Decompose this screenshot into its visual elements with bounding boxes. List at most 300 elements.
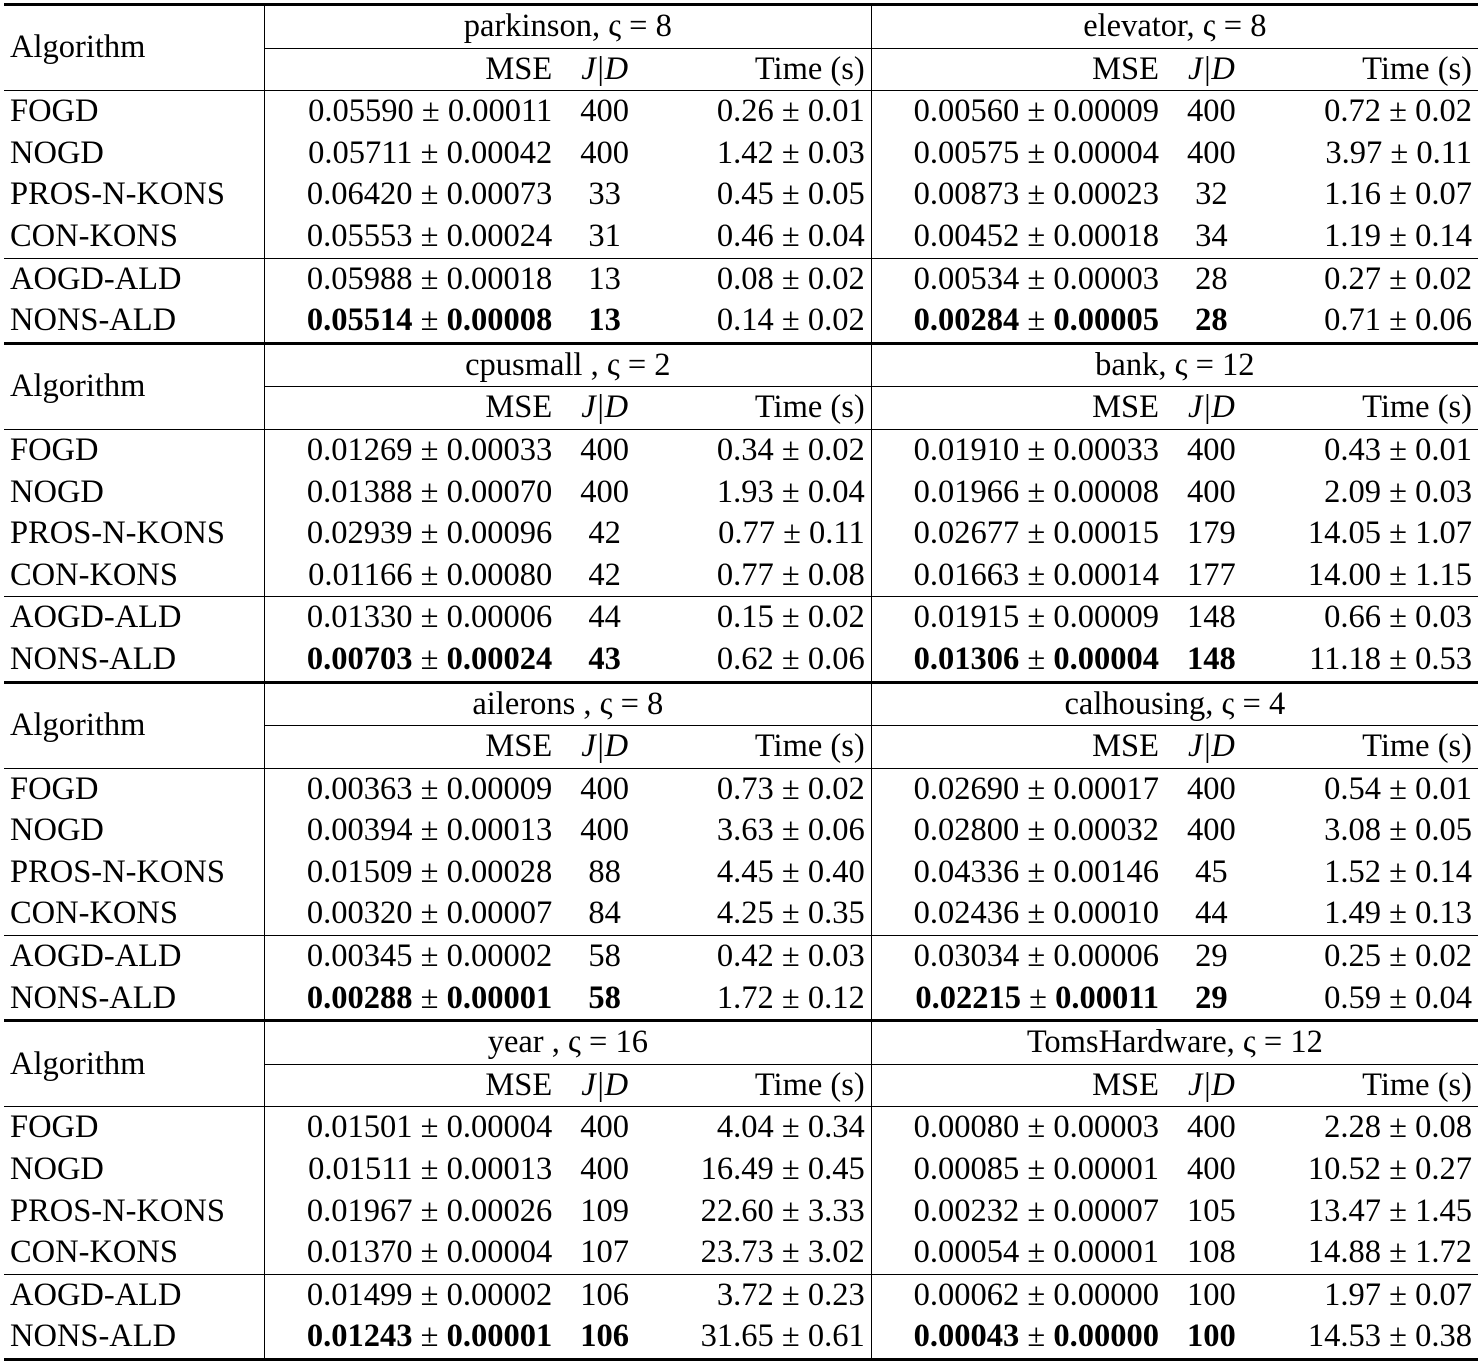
dictionary-size-value: 106 — [580, 1318, 630, 1355]
plus-minus-symbol: ± — [1019, 93, 1054, 130]
plus-minus-symbol: ± — [412, 1276, 447, 1313]
algorithm-name: NONS-ALD — [4, 1316, 264, 1359]
mse-error: 0.00023 — [1053, 176, 1159, 213]
dictionary-size-cell: 400 — [1187, 812, 1236, 849]
time-cell: 0.27 ± 0.02 — [1258, 258, 1478, 300]
dictionary-size-cell: 31 — [588, 217, 621, 254]
mse-error: 0.00000 — [1053, 1318, 1159, 1355]
mse-header: MSE — [264, 387, 558, 430]
algorithm-header: Algorithm — [4, 5, 264, 91]
dictionary-size-cell: 179 — [1187, 515, 1236, 552]
dataset-title-right: bank, ς = 12 — [871, 343, 1478, 387]
dictionary-size-cell: 400 — [1187, 134, 1236, 171]
dataset-title-left: ailerons , ς = 8 — [264, 682, 871, 726]
mse-cell — [871, 1274, 1165, 1316]
mse-error: 0.00004 — [1053, 134, 1159, 171]
mse-error: 0.00004 — [1053, 640, 1159, 677]
mse-value: 0.00363 — [306, 770, 413, 807]
time-cell: 14.53 ± 0.38 — [1258, 1316, 1478, 1359]
time-header: Time (s) — [651, 48, 871, 91]
mse-cell — [871, 1316, 1165, 1359]
dictionary-size-cell: 105 — [1187, 1192, 1236, 1229]
mse-cell — [264, 893, 558, 935]
mse-error: 0.00000 — [1053, 1276, 1159, 1313]
mse-error: 0.00011 — [1055, 979, 1159, 1016]
dictionary-size-value: 43 — [588, 640, 621, 677]
time-header: Time (s) — [1258, 48, 1478, 91]
algorithm-name: NOGD — [4, 810, 264, 852]
mse-value: 0.00232 — [913, 1192, 1020, 1229]
dictionary-size-cell — [1165, 639, 1258, 682]
mse-value: 0.05711 — [308, 134, 413, 171]
mse-error: 0.00018 — [1053, 217, 1159, 254]
mse-error: 0.00033 — [446, 431, 553, 468]
mse-cell — [264, 1274, 558, 1316]
dictionary-size-value: 100 — [1187, 1318, 1236, 1355]
mse-value: 0.00703 — [306, 640, 413, 677]
time-cell: 3.63 ± 0.06 — [651, 810, 871, 852]
dataset-title-left: year , ς = 16 — [264, 1021, 871, 1065]
table-row — [4, 472, 1478, 514]
dictionary-size-cell — [1165, 1316, 1258, 1359]
mse-header: MSE — [871, 387, 1165, 430]
mse-value: 0.05988 — [306, 260, 413, 297]
dictionary-size-value: 58 — [588, 979, 621, 1016]
mse-value: 0.01166 — [308, 556, 413, 593]
mse-cell — [871, 174, 1165, 216]
mse-value: 0.00284 — [913, 302, 1020, 339]
dataset-title-right: calhousing, ς = 4 — [871, 682, 1478, 726]
mse-error: 0.00073 — [446, 176, 553, 213]
mse-error: 0.00018 — [446, 260, 553, 297]
time-cell: 2.28 ± 0.08 — [1258, 1107, 1478, 1149]
mse-value: 0.00452 — [913, 217, 1020, 254]
mse-value: 0.00560 — [913, 93, 1020, 130]
dictionary-size-cell: 400 — [580, 134, 630, 171]
mse-header: MSE — [871, 726, 1165, 769]
dictionary-size-cell: 32 — [1195, 176, 1228, 213]
time-cell: 3.72 ± 0.23 — [651, 1274, 871, 1316]
dictionary-size-cell: 45 — [1195, 853, 1228, 890]
time-header: Time (s) — [1258, 387, 1478, 430]
dictionary-size-cell: 400 — [558, 91, 651, 133]
table-row — [4, 91, 1478, 133]
mse-value: 0.05553 — [306, 217, 413, 254]
table-row — [4, 174, 1478, 216]
plus-minus-symbol: ± — [1019, 895, 1054, 932]
algorithm-name: AOGD-ALD — [4, 936, 264, 978]
mse-cell — [871, 555, 1165, 597]
mse-cell — [871, 893, 1165, 935]
mse-value: 0.01910 — [913, 431, 1020, 468]
mse-error: 0.00002 — [446, 1276, 553, 1313]
time-cell: 4.45 ± 0.40 — [651, 852, 871, 894]
mse-error: 0.00004 — [446, 1234, 553, 1271]
dictionary-size-cell: 34 — [1195, 217, 1228, 254]
dictionary-size-cell: 400 — [1165, 768, 1258, 810]
algorithm-name: NONS-ALD — [4, 639, 264, 682]
mse-cell — [264, 174, 558, 216]
mse-cell — [871, 472, 1165, 514]
algorithm-name: AOGD-ALD — [4, 597, 264, 639]
mse-error: 0.00014 — [1053, 556, 1159, 593]
dictionary-size-cell: 58 — [558, 936, 651, 978]
plus-minus-symbol: ± — [1019, 1151, 1054, 1188]
mse-error: 0.00009 — [1053, 93, 1159, 130]
mse-error: 0.00011 — [447, 93, 553, 130]
plus-minus-symbol: ± — [412, 302, 447, 339]
dictionary-size-cell: 42 — [588, 515, 621, 552]
dictionary-size-header: J|D — [558, 1064, 651, 1107]
table-row — [4, 852, 1478, 894]
mse-value: 0.01330 — [306, 599, 413, 636]
algorithm-name: PROS-N-KONS — [4, 1191, 264, 1233]
algorithm-name: AOGD-ALD — [4, 1274, 264, 1316]
mse-error: 0.00028 — [446, 853, 553, 890]
mse-value: 0.01663 — [913, 556, 1020, 593]
time-cell: 31.65 ± 0.61 — [651, 1316, 871, 1359]
plus-minus-symbol: ± — [1019, 1192, 1054, 1229]
table-row — [4, 1149, 1478, 1191]
mse-cell — [871, 597, 1165, 639]
dataset-title-right: TomsHardware, ς = 12 — [871, 1021, 1478, 1065]
mse-header: MSE — [264, 726, 558, 769]
mse-value: 0.01915 — [913, 599, 1020, 636]
mse-cell — [871, 1191, 1165, 1233]
time-cell: 0.26 ± 0.01 — [651, 91, 871, 133]
mse-cell — [871, 1149, 1165, 1191]
mse-value: 0.05590 — [308, 93, 414, 130]
results-table — [4, 3, 1478, 1361]
time-cell: 3.08 ± 0.05 — [1324, 812, 1472, 849]
algorithm-name: NOGD — [4, 472, 264, 514]
dictionary-size-cell: 109 — [580, 1192, 630, 1229]
time-cell: 0.71 ± 0.06 — [1324, 302, 1472, 339]
plus-minus-symbol: ± — [1019, 853, 1054, 890]
mse-value: 0.01966 — [913, 473, 1020, 510]
time-cell: 11.18 ± 0.53 — [1309, 640, 1472, 677]
dictionary-size-cell: 100 — [1165, 1274, 1258, 1316]
plus-minus-symbol: ± — [412, 1318, 447, 1355]
plus-minus-symbol: ± — [412, 895, 447, 932]
plus-minus-symbol: ± — [1019, 431, 1054, 468]
time-cell: 1.49 ± 0.13 — [1324, 895, 1472, 932]
mse-cell — [264, 1191, 558, 1233]
mse-value: 0.01511 — [308, 1151, 413, 1188]
algorithm-header: Algorithm — [4, 343, 264, 429]
mse-cell — [264, 258, 558, 300]
mse-cell — [264, 133, 558, 175]
time-cell: 0.08 ± 0.02 — [651, 258, 871, 300]
mse-value: 0.01501 — [306, 1109, 413, 1146]
time-cell: 14.00 ± 1.15 — [1307, 556, 1472, 593]
mse-cell — [871, 1232, 1165, 1274]
mse-error: 0.00013 — [446, 1151, 553, 1188]
mse-value: 0.00575 — [913, 134, 1020, 171]
table-row — [4, 1232, 1478, 1274]
algorithm-name: FOGD — [4, 91, 264, 133]
dictionary-size-value: 28 — [1195, 302, 1228, 339]
algorithm-name: PROS-N-KONS — [4, 852, 264, 894]
mse-error: 0.00001 — [1053, 1151, 1159, 1188]
dictionary-size-cell: 44 — [558, 597, 651, 639]
time-cell: 13.47 ± 1.45 — [1307, 1192, 1472, 1229]
dictionary-size-cell: 400 — [1165, 91, 1258, 133]
time-cell: 14.88 ± 1.72 — [1307, 1234, 1472, 1271]
mse-value: 0.01967 — [306, 1192, 413, 1229]
mse-cell — [264, 1232, 558, 1274]
results-table-body — [4, 5, 1478, 1360]
mse-error: 0.00096 — [446, 515, 553, 552]
dictionary-size-cell: 400 — [1165, 1107, 1258, 1149]
dictionary-size-cell: 29 — [1165, 936, 1258, 978]
time-cell: 22.60 ± 3.33 — [651, 1191, 871, 1233]
mse-cell — [871, 936, 1165, 978]
plus-minus-symbol: ± — [1019, 217, 1054, 254]
algorithm-name: NONS-ALD — [4, 300, 264, 343]
table-row — [4, 893, 1478, 935]
algorithm-name: FOGD — [4, 768, 264, 810]
table-row — [4, 810, 1478, 852]
mse-value: 0.00320 — [306, 895, 413, 932]
algorithm-name: CON-KONS — [4, 555, 264, 597]
mse-error: 0.00009 — [446, 770, 553, 807]
mse-value: 0.01370 — [306, 1234, 413, 1271]
plus-minus-symbol: ± — [412, 134, 447, 171]
plus-minus-symbol: ± — [1019, 176, 1054, 213]
algorithm-name: CON-KONS — [4, 216, 264, 258]
mse-value: 0.00062 — [913, 1276, 1020, 1313]
mse-value: 0.01243 — [306, 1318, 413, 1355]
mse-value: 0.04336 — [913, 853, 1020, 890]
algorithm-name: FOGD — [4, 1107, 264, 1149]
mse-value: 0.00394 — [306, 812, 413, 849]
dictionary-size-header: J|D — [1165, 387, 1258, 430]
plus-minus-symbol: ± — [412, 176, 447, 213]
table-row — [4, 1316, 1478, 1359]
table-row — [4, 429, 1478, 471]
table-row — [4, 936, 1478, 978]
mse-error: 0.00001 — [446, 1318, 553, 1355]
plus-minus-symbol: ± — [412, 599, 447, 636]
plus-minus-symbol: ± — [1019, 134, 1054, 171]
table-row — [4, 133, 1478, 175]
dataset-title-left: cpusmall , ς = 2 — [264, 343, 871, 387]
time-cell: 0.77 ± 0.11 — [651, 513, 871, 555]
dictionary-size-cell — [558, 639, 651, 682]
mse-value: 0.02690 — [913, 770, 1020, 807]
mse-value: 0.02215 — [915, 979, 1022, 1016]
plus-minus-symbol: ± — [1019, 599, 1054, 636]
time-cell: 0.54 ± 0.01 — [1258, 768, 1478, 810]
time-cell: 2.09 ± 0.03 — [1324, 473, 1472, 510]
dictionary-size-value: 13 — [588, 302, 621, 339]
mse-cell — [871, 639, 1165, 682]
mse-cell — [264, 1107, 558, 1149]
time-cell: 0.34 ± 0.02 — [651, 429, 871, 471]
time-cell: 0.42 ± 0.03 — [651, 936, 871, 978]
time-header: Time (s) — [1258, 1064, 1478, 1107]
dictionary-size-cell: 400 — [558, 1107, 651, 1149]
dictionary-size-value: 148 — [1187, 640, 1236, 677]
plus-minus-symbol: ± — [413, 93, 448, 130]
mse-error: 0.00003 — [1053, 1109, 1159, 1146]
plus-minus-symbol: ± — [1019, 473, 1054, 510]
time-cell: 4.04 ± 0.34 — [651, 1107, 871, 1149]
mse-error: 0.00006 — [1053, 938, 1159, 975]
time-cell: 4.25 ± 0.35 — [651, 893, 871, 935]
mse-cell — [871, 258, 1165, 300]
time-cell: 0.77 ± 0.08 — [651, 555, 871, 597]
table-row — [4, 216, 1478, 258]
mse-value: 0.01269 — [306, 431, 413, 468]
mse-cell — [871, 810, 1165, 852]
dictionary-size-cell: 108 — [1187, 1234, 1236, 1271]
dictionary-size-cell: 84 — [588, 895, 621, 932]
dictionary-size-header: J|D — [1165, 48, 1258, 91]
time-cell: 0.59 ± 0.04 — [1324, 979, 1472, 1016]
mse-cell — [264, 852, 558, 894]
dictionary-size-cell: 177 — [1187, 556, 1236, 593]
plus-minus-symbol: ± — [1019, 1109, 1054, 1146]
plus-minus-symbol: ± — [1019, 556, 1054, 593]
mse-error: 0.00008 — [1053, 473, 1159, 510]
dictionary-size-header: J|D — [558, 48, 651, 91]
dictionary-size-cell: 400 — [1187, 1151, 1236, 1188]
mse-cell — [264, 429, 558, 471]
dictionary-size-cell: 44 — [1195, 895, 1228, 932]
mse-cell — [264, 768, 558, 810]
plus-minus-symbol: ± — [1019, 515, 1054, 552]
mse-value: 0.00534 — [913, 260, 1020, 297]
mse-cell — [264, 216, 558, 258]
mse-cell — [871, 429, 1165, 471]
plus-minus-symbol: ± — [412, 473, 447, 510]
mse-cell — [264, 1149, 558, 1191]
time-cell: 0.62 ± 0.06 — [651, 639, 871, 682]
plus-minus-symbol: ± — [1019, 260, 1054, 297]
time-header: Time (s) — [1258, 726, 1478, 769]
plus-minus-symbol: ± — [1019, 812, 1054, 849]
mse-cell — [264, 810, 558, 852]
dictionary-size-cell: 13 — [558, 258, 651, 300]
table-row — [4, 639, 1478, 682]
time-cell: 0.25 ± 0.02 — [1258, 936, 1478, 978]
mse-error: 0.00004 — [446, 1109, 553, 1146]
table-row — [4, 1191, 1478, 1233]
mse-error: 0.00010 — [1053, 895, 1159, 932]
mse-error: 0.00001 — [446, 979, 553, 1016]
mse-error: 0.00002 — [446, 938, 553, 975]
mse-error: 0.00015 — [1053, 515, 1159, 552]
mse-value: 0.01509 — [306, 853, 413, 890]
mse-error: 0.00007 — [446, 895, 553, 932]
mse-cell — [264, 555, 558, 597]
plus-minus-symbol: ± — [412, 515, 447, 552]
dictionary-size-cell: 400 — [1165, 429, 1258, 471]
plus-minus-symbol: ± — [1019, 1276, 1054, 1313]
dictionary-size-cell — [1165, 978, 1258, 1021]
plus-minus-symbol: ± — [412, 640, 447, 677]
plus-minus-symbol: ± — [412, 1109, 447, 1146]
mse-value: 0.00873 — [913, 176, 1020, 213]
time-cell: 0.15 ± 0.02 — [651, 597, 871, 639]
mse-error: 0.00024 — [446, 640, 553, 677]
time-cell: 3.97 ± 0.11 — [1325, 134, 1472, 171]
dictionary-size-cell: 28 — [1165, 258, 1258, 300]
mse-error: 0.00026 — [446, 1192, 553, 1229]
mse-error: 0.00033 — [1053, 431, 1159, 468]
mse-value: 0.01388 — [306, 473, 413, 510]
dictionary-size-cell — [558, 1316, 651, 1359]
mse-error: 0.00008 — [446, 302, 553, 339]
dataset-title-row — [4, 343, 1478, 387]
mse-value: 0.01499 — [306, 1276, 413, 1313]
algorithm-name: FOGD — [4, 429, 264, 471]
mse-error: 0.00003 — [1053, 260, 1159, 297]
mse-value: 0.01306 — [913, 640, 1020, 677]
dictionary-size-cell: 400 — [558, 429, 651, 471]
plus-minus-symbol: ± — [412, 1192, 447, 1229]
mse-cell — [264, 936, 558, 978]
dictionary-size-cell: 106 — [558, 1274, 651, 1316]
mse-error: 0.00001 — [1053, 1234, 1159, 1271]
dictionary-size-cell: 107 — [580, 1234, 630, 1271]
algorithm-header: Algorithm — [4, 682, 264, 768]
mse-error: 0.00042 — [446, 134, 553, 171]
mse-value: 0.06420 — [306, 176, 413, 213]
mse-cell — [871, 1107, 1165, 1149]
dictionary-size-cell — [558, 300, 651, 343]
mse-error: 0.00005 — [1053, 302, 1159, 339]
table-row — [4, 1107, 1478, 1149]
mse-value: 0.00345 — [306, 938, 413, 975]
mse-cell — [264, 1316, 558, 1359]
dataset-title-left: parkinson, ς = 8 — [264, 5, 871, 49]
mse-cell — [264, 513, 558, 555]
plus-minus-symbol: ± — [1019, 640, 1054, 677]
dictionary-size-cell — [1165, 300, 1258, 343]
mse-cell — [871, 513, 1165, 555]
mse-cell — [264, 597, 558, 639]
time-cell: 16.49 ± 0.45 — [651, 1149, 871, 1191]
time-cell: 0.45 ± 0.05 — [651, 174, 871, 216]
time-cell: 1.19 ± 0.14 — [1324, 217, 1472, 254]
mse-value: 0.00288 — [306, 979, 413, 1016]
dictionary-size-value: 29 — [1195, 979, 1228, 1016]
plus-minus-symbol: ± — [412, 1151, 447, 1188]
time-cell: 0.46 ± 0.04 — [651, 216, 871, 258]
plus-minus-symbol: ± — [1019, 770, 1054, 807]
time-cell: 0.72 ± 0.02 — [1258, 91, 1478, 133]
dictionary-size-header: J|D — [1165, 726, 1258, 769]
mse-error: 0.00032 — [1053, 812, 1159, 849]
table-row — [4, 513, 1478, 555]
mse-value: 0.02939 — [306, 515, 413, 552]
plus-minus-symbol: ± — [412, 812, 447, 849]
time-cell: 1.52 ± 0.14 — [1324, 853, 1472, 890]
time-cell: 0.73 ± 0.02 — [651, 768, 871, 810]
time-cell: 0.66 ± 0.03 — [1258, 597, 1478, 639]
dictionary-size-cell — [558, 978, 651, 1021]
mse-error: 0.00024 — [446, 217, 553, 254]
time-cell: 0.43 ± 0.01 — [1258, 429, 1478, 471]
plus-minus-symbol: ± — [412, 1234, 447, 1271]
mse-cell — [264, 978, 558, 1021]
algorithm-name: CON-KONS — [4, 1232, 264, 1274]
table-row — [4, 597, 1478, 639]
plus-minus-symbol: ± — [1019, 302, 1054, 339]
